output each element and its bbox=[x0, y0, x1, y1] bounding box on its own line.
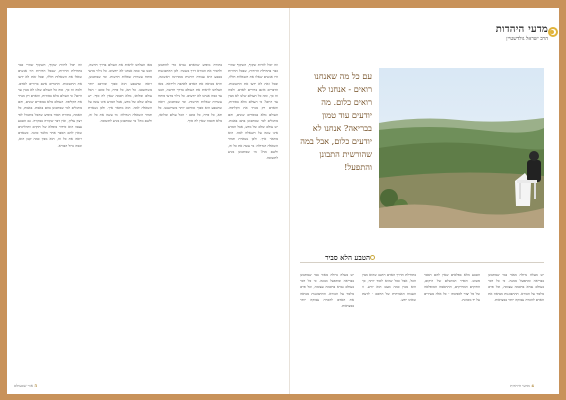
column-text: וזה יכול להיות שקוף, השקוף שהרי כבר בתחילת הדורות, שבכל הדורות היו אנשים שאלו את השאלות הללו, ובכל זאת לא ידעו את התשובות. הדברים אינם ברורים לאדם. ולמה זה כך, ומה כל העולם שלנו לא מבין עד היום? כי העולם מלא בסודות, והאדם רק מגרד את הקליפה. העולם מלא במסרים שונים, והם מתגלים למי שמתבונן בהם באמת. bbox=[18, 63, 82, 111]
column-text: יש מעלה גדולה מאוד במי שמתבונן בבריאה ומתפעל ממנה. כי כל דבר בעולם נברא בחכמה עצומה, וכל פרט מלמד על הבורא. ההתבוננות מביאה את האדם להכרה עמוקה יותר במציאות. bbox=[488, 273, 544, 302]
column-text: בתורה מופיע שהאדם נברא כדי להתבונן ולהכיר את הבורא דרך מעשיו. לכן ההתבוננות בטבע היא עבודה רוחנית ממדרגה ראשונה, והיא מביאה את האדם לאהבה וליראה. bbox=[158, 63, 222, 86]
page-number: 4 bbox=[531, 383, 534, 388]
column-text: בתחילת הדרך האדם חושב שהוא מבין הכל, אבל ככל שהוא לומד יותר, כך הוא מבין כמה מעט הוא יודע. זו הענווה האמיתית של החכם - לדעת שאינו יודע. bbox=[362, 273, 416, 302]
logo-dot-icon bbox=[550, 30, 554, 34]
landscape-photo bbox=[379, 68, 544, 228]
section-header bbox=[496, 24, 548, 42]
divider bbox=[300, 262, 544, 263]
text-column bbox=[300, 272, 354, 372]
text-column bbox=[18, 62, 82, 367]
landscape-illustration bbox=[379, 68, 544, 228]
section-title: מדעי היהדות bbox=[495, 24, 548, 35]
text-column bbox=[228, 62, 278, 367]
footer-label: אור שבעולם bbox=[14, 383, 34, 388]
column-text: וזה יכול להיות שקוף, השקוף שהרי כבר בתחילת הדורות, שבכל הדורות היו אנשים שאלו את השאלות הללו, ובכל זאת לא ידעו את התשובות. הדברים אינם ברורים לאדם. ולמה זה כך, ומה כל העולם שלנו לא מבין עד היום? כי העולם מלא בסודות, והאדם רק מגרד את הקליפה. העולם מלא במסרים שונים, והם מתגלים למי שמתבונן בהם באמת. bbox=[228, 63, 278, 123]
text-column bbox=[158, 62, 222, 367]
footer-right bbox=[510, 383, 534, 388]
column-text: הטבע מלא בפלאים שאין להם הסבר פשוט. הסדר המושלם של היקום, החוקים המדויקים, ההתאמה המופלאה של כל יצור לסביבתו - כל אלה מעידים על יד מכוונת. bbox=[424, 273, 480, 302]
footer-left bbox=[14, 383, 37, 388]
column-text: יש עולם שלם של מדע, אבל המדע אינו עונה על השאלה למה. הוא מתאר איך. ולכן נשארת תמיד השאלה הגדולה: מי עשה את כל זה, ולשם מה? מי שמתבונן מגיע לתשובה. bbox=[228, 125, 278, 161]
author-name: הרב ישראל גולדשטיין bbox=[506, 36, 548, 42]
column-text: מאז הצלחנו לראות את העולם בדרך חדשה, הבנו עד כמה אנחנו לא יודעים. כל גילוי מדעי פותח עשרות שאלות חדשות. ומי שמתבונן, רואה שהטבע הוא סבוך ומורכב יותר משחשבנו. כל תא, כל פרח, כל כוכב - הכל עולם ומלואו, מלא חכמה שאין לה סוף. bbox=[88, 63, 152, 99]
pull-quote: עם כל מה שאנחנו רואים - אנחנו לא רואים כלום. מה יודעים עוד טמון בבריאה? אנחנו לא יודעים כלום, אבל במה שהורשית התבונן והתפעל! bbox=[300, 71, 372, 172]
column-text: באמת, כל האמת, בתורת הסוד מופיע שהכל מתנהל לפי רצון עליון, ואין דבר שקורה במקרה. גם הטבע עצמו הוא סידור מופלא של חוקים ותהליכים שאין להם הסבר אחר מלבד כוונה. כשאדם רואה את כל זה, הוא מבין כמה קטן הוא, וכמה גדול הבורא. bbox=[18, 106, 82, 148]
subhead-bullet-icon bbox=[370, 255, 375, 260]
footer-label: מדעי היהדות bbox=[510, 383, 530, 388]
column-text: יש עולם שלם של מדע, אבל המדע אינו עונה על השאלה למה. הוא מתאר איך. ולכן נשארת תמיד השאלה הגדולה: מי עשה את כל זה, ולשם מה? מי שמתבונן מגיע לתשובה. bbox=[88, 94, 152, 123]
text-column bbox=[424, 272, 480, 372]
column-text: יש מעלה גדולה מאוד במי שמתבונן בבריאה ומתפעל ממנה. כי כל דבר בעולם נברא בחכמה עצומה, וכל פרט מלמד על הבורא. ההתבוננות מביאה את האדם להכרה עמוקה יותר במציאות. bbox=[300, 273, 354, 309]
page-gutter bbox=[289, 8, 290, 394]
text-column bbox=[488, 272, 544, 372]
text-column bbox=[88, 62, 152, 367]
text-column bbox=[362, 272, 416, 372]
page-number: 5 bbox=[34, 383, 38, 388]
subheading: הטבע הלא סביר bbox=[325, 253, 370, 262]
column-text: מאז הצלחנו לראות את העולם בדרך חדשה, הבנו עד כמה אנחנו לא יודעים. כל גילוי מדעי פותח עשרות שאלות חדשות. ומי שמתבונן, רואה שהטבע הוא סבוך ומורכב יותר משחשבנו. כל תא, כל פרח, כל כוכב - הכל עולם ומלואו, מלא חכמה שאין לה סוף. bbox=[158, 81, 222, 123]
